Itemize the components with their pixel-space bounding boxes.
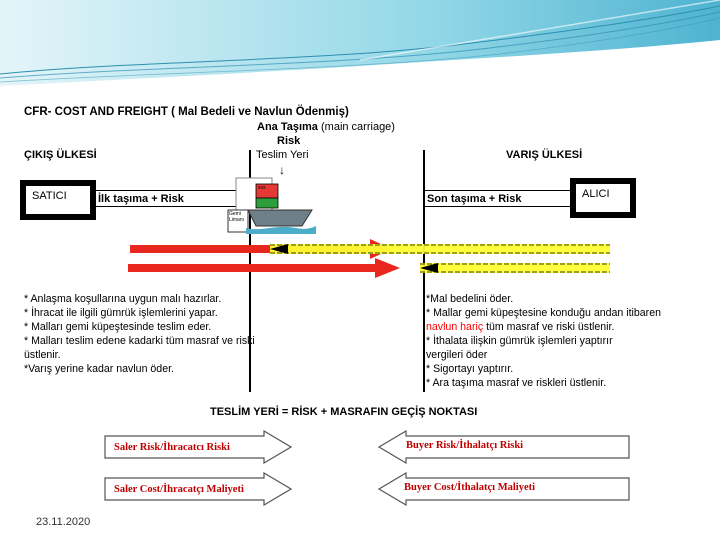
ship-icon: [226, 176, 316, 234]
container-label: xxx: [258, 185, 266, 191]
seller-box-label: SATICI: [25, 185, 91, 215]
diagram-title: CFR- COST AND FREIGHT ( Mal Bedeli ve Navlun Ödenmiş): [24, 106, 349, 118]
main-carriage-bold: Ana Taşıma: [257, 121, 318, 133]
seller-duty-item: * Malları gemi küpeştesinde teslim eder.: [24, 321, 212, 333]
on-carriage-line: [425, 190, 570, 191]
seller-duties-list: [24, 292, 304, 376]
buyer-duty-item: vergileri öder: [426, 349, 488, 361]
buyer-duties-list: [426, 292, 716, 390]
seller-risk-label: Saler Risk/İhracatcı Riski: [114, 442, 230, 453]
buyer-cost-band: [420, 263, 610, 273]
buyer-duty-item: *Mal bedelini öder.: [426, 293, 514, 305]
risk-label: Risk: [277, 135, 301, 147]
pre-carriage-label: İlk taşıma + Risk: [98, 193, 184, 205]
seller-duty-item: üstlenir.: [24, 349, 61, 361]
buyer-duty-item: * Sigortayı yaptırır.: [426, 363, 514, 375]
delivery-point-label: Teslim Yeri: [256, 149, 309, 161]
on-carriage-label: Son taşıma + Risk: [427, 193, 522, 205]
transfer-arrows: [120, 236, 620, 280]
footer-date: 23.11.2020: [36, 516, 91, 528]
buyer-risk-band: [270, 244, 610, 254]
seller-box: [20, 180, 96, 220]
main-carriage-rest: (main carriage): [321, 121, 395, 133]
buyer-duty-item: * Mallar gemi küpeştesine konduğu andan itibaren: [426, 307, 661, 319]
cost-arrow-shaft: [128, 264, 380, 272]
buyer-box-label: ALICI: [575, 183, 631, 213]
buyer-duty-item: * Ara taşıma masraf ve riskleri üstlenir.: [426, 377, 607, 389]
buyer-cost-label: Buyer Cost/İthalatçı Maliyeti: [404, 482, 536, 493]
seller-duty-item: * İhracat ile ilgili gümrük işlemlerini yapar.: [24, 307, 218, 319]
buyer-risk-label: Buyer Risk/İthalatçı Riski: [406, 440, 524, 451]
delivery-down-arrow-icon: ↓: [279, 163, 285, 177]
transfer-point-summary: TESLİM YERİ = RİSK + MASRAFIN GEÇİŞ NOKTASI: [210, 406, 478, 418]
dock-label: Gemi Limanı: [229, 211, 245, 223]
buyer-duty-item: [426, 320, 716, 334]
export-country-label: ÇIKIŞ ÜLKESİ: [24, 149, 97, 161]
freight-excluded-highlight: navlun hariç: [426, 321, 484, 333]
seller-duty-item: *Varış yerine kadar navlun öder.: [24, 363, 174, 375]
seller-duty-item: * Malları teslim edene kadarki tüm masraf ve riski: [24, 335, 255, 347]
on-carriage-line-bottom: [425, 206, 570, 207]
seller-duty-item: * Anlaşma koşullarına uygun malı hazırlar.: [24, 293, 222, 305]
decorative-wave-header: [0, 0, 720, 90]
buyer-duty-item: * İthalata ilişkin gümrük işlemleri yaptırır: [426, 335, 613, 347]
main-carriage-label: [257, 121, 395, 133]
cost-arrow-head: [375, 258, 400, 278]
import-country-label: VARIŞ ÜLKESİ: [506, 149, 583, 161]
buyer-duty-text: tüm masraf ve riski üstlenir.: [483, 321, 615, 333]
buyer-box: [570, 178, 636, 218]
seller-cost-label: Saler Cost/İhracatçı Maliyeti: [114, 484, 244, 495]
